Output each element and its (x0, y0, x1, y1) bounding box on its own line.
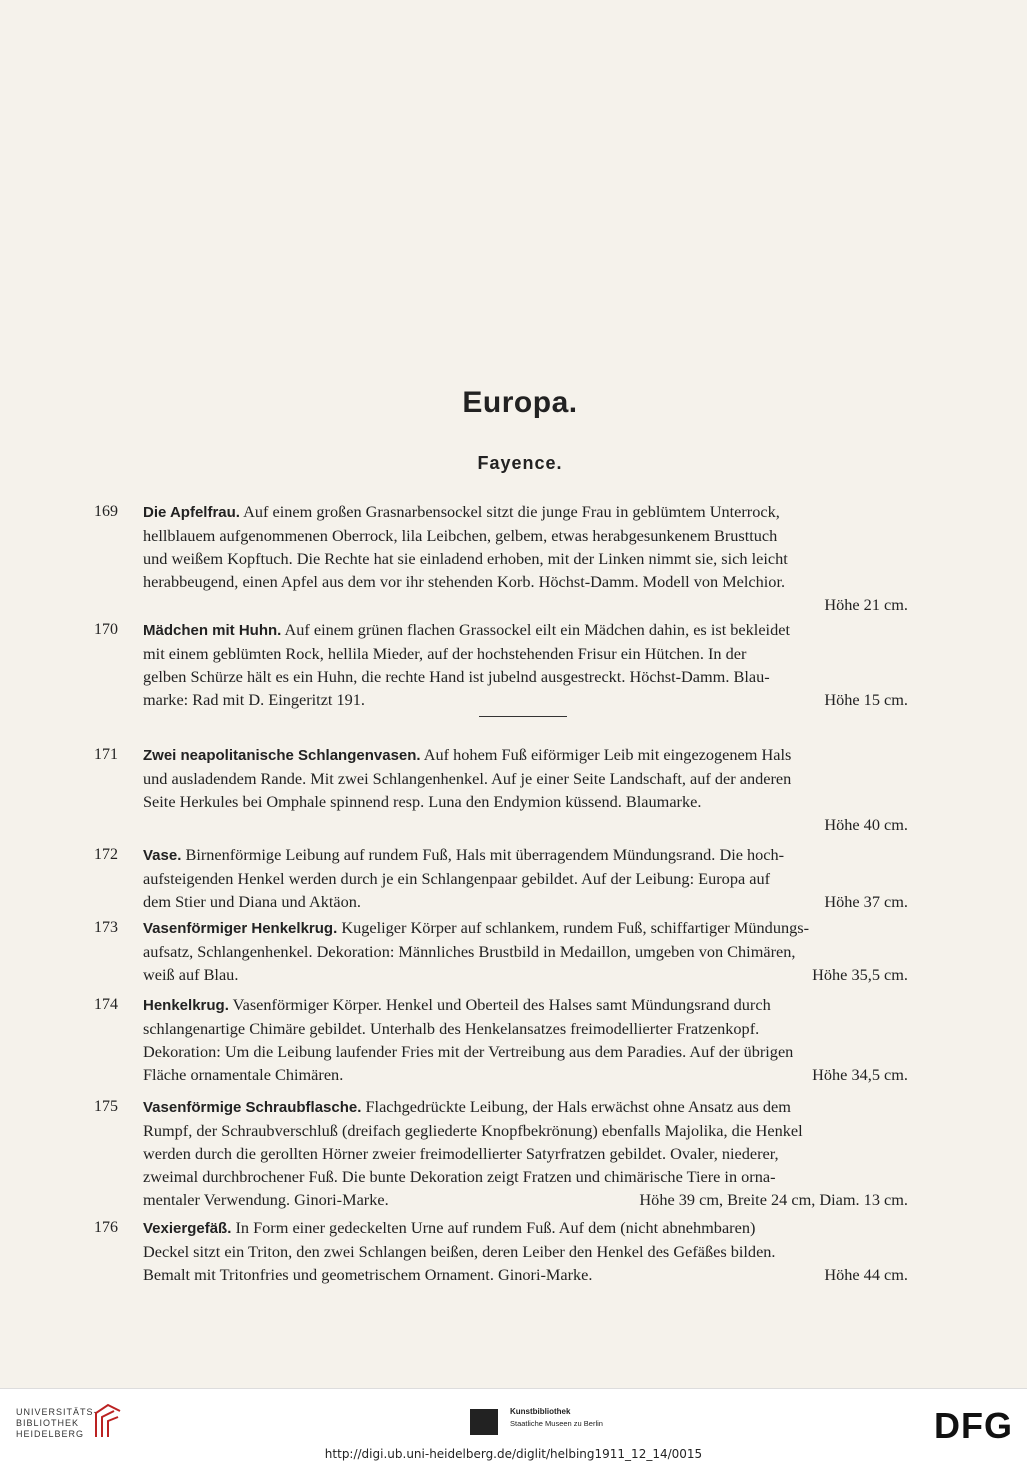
entry-line: Fläche ornamentale Chimären. (143, 1065, 344, 1084)
library-name-line: HEIDELBERG (16, 1429, 85, 1439)
entry-line: hellblauem aufgenommenen Oberrock, lila Leibchen, gelbem, etwas herabgesunkenem Brusttuch (143, 526, 778, 545)
entry-number: 174 (94, 996, 118, 1013)
entry-number: 170 (94, 621, 118, 638)
entry-number: 172 (94, 846, 118, 863)
entry-dimensions: Höhe 15 cm. (824, 690, 908, 709)
entry-dimensions: Höhe 35,5 cm. (812, 965, 908, 984)
entry-line: gelben Schürze hält es ein Huhn, die rechte Hand ist jubelnd ausgestreckt. Höchst-Damm. Blau- (143, 667, 770, 686)
entry-line: werden durch die gerollten Hörner zweier freimodellierter Satyrfratzen gebildet. Ovaler, niederer, (143, 1144, 779, 1163)
entry-number: 175 (94, 1098, 118, 1115)
entry-line: mit einem geblümten Rock, hellila Mieder, auf der hochstehenden Frisur ein Hütchen. In der (143, 644, 747, 663)
entry-line: In Form einer gedeckelten Urne auf rundem Fuß. Auf dem (nicht abnehmbaren) (235, 1218, 756, 1237)
entry-text (143, 743, 946, 836)
entry-title: Die Apfelfrau. (143, 504, 240, 521)
source-url[interactable]: http://digi.ub.uni-heidelberg.de/diglit/helbing1911_12_14/0015 (324, 1447, 703, 1461)
entry-dimensions: Höhe 44 cm. (824, 1265, 908, 1284)
entry-line: Deckel sitzt ein Triton, den zwei Schlangen beißen, deren Leiber den Henkel des Gefäßes bilden. (143, 1242, 776, 1261)
entry-line: Birnenförmige Leibung auf rundem Fuß, Hals mit überragendem Mündungsrand. Die hoch- (185, 845, 785, 864)
entry-number: 171 (94, 746, 118, 763)
entry-line: schlangenartige Chimäre gebildet. Unterhalb des Henkelansatzes freimodellierter Fratzenkopf. (143, 1019, 760, 1038)
library-name-line: BIBLIOTHEK (16, 1418, 80, 1428)
entry-line: aufsteigenden Henkel werden durch je ein Schlangenpaar gebildet. Auf der Leibung: Europa auf (143, 869, 771, 888)
entry-title: Vase. (143, 847, 182, 864)
entry-line: Auf einem großen Grasnarbensockel sitzt die junge Frau in geblümtem Unterrock, (243, 502, 780, 521)
entry-line: Kugeliger Körper auf schlankem, rundem Fuß, schiffartiger Mündungs- (341, 918, 809, 937)
entry-text (143, 500, 946, 616)
entry-title: Henkelkrug. (143, 997, 229, 1014)
library-name (16, 1407, 98, 1440)
heidelberg-logo-icon (92, 1403, 124, 1439)
entry-line: dem Stier und Diana und Aktäon. (143, 892, 361, 911)
entry-line: aufsatz, Schlangenhenkel. Dekoration: Männliches Brustbild in Medaillon, umgeben von Chimären, (143, 942, 796, 961)
entry-title: Vasenförmige Schraubflasche. (143, 1099, 362, 1116)
entry-text (143, 916, 946, 986)
entry-line: mentaler Verwendung. Ginori-Marke. (143, 1190, 389, 1209)
eagle-icon (470, 1409, 498, 1435)
entry-line: herabbeugend, einen Apfel aus dem vor ihr stehenden Korb. Höchst-Damm. Modell von Melchior. (143, 572, 786, 591)
page-title: Europa. (462, 386, 578, 419)
entry-title: Zwei neapolitanische Schlangenvasen. (143, 747, 421, 764)
entry-dimensions: Höhe 39 cm, Breite 24 cm, Diam. 13 cm. (639, 1190, 908, 1209)
entry-dimensions: Höhe 37 cm. (824, 892, 908, 911)
entry-line: und ausladendem Rande. Mit zwei Schlangenhenkel. Auf je einer Seite Landschaft, auf der anderen (143, 769, 792, 788)
section-title: Fayence. (477, 453, 563, 473)
entry-text (143, 843, 946, 913)
entry-dimensions: Höhe 34,5 cm. (812, 1065, 908, 1084)
library-name-line: UNIVERSITÄTS- (16, 1407, 98, 1417)
entry-text (143, 993, 946, 1086)
entry-title: Vasenförmiger Henkelkrug. (143, 920, 338, 937)
entry-dimensions: Höhe 40 cm. (824, 815, 908, 834)
entry-title: Mädchen mit Huhn. (143, 622, 282, 639)
entry-line: weiß auf Blau. (143, 965, 239, 984)
dfg-logo: DFG (934, 1405, 1013, 1446)
kb-subtitle: Staatliche Museen zu Berlin (510, 1419, 603, 1428)
entry-number: 173 (94, 919, 118, 936)
entry-number: 169 (94, 503, 118, 520)
entry-line: zweimal durchbrochener Fuß. Die bunte Dekoration zeigt Fratzen und chimärische Tiere in orna- (143, 1167, 776, 1186)
entry-line: Flachgedrückte Leibung, der Hals erwächst ohne Ansatz aus dem (365, 1097, 791, 1116)
entry-text (143, 1095, 946, 1211)
section-divider (479, 716, 567, 717)
entry-line: marke: Rad mit D. Eingeritzt 191. (143, 690, 366, 709)
entry-title: Vexiergefäß. (143, 1220, 232, 1237)
entry-line: Rumpf, der Schraubverschluß (dreifach gegliederte Knopfbekrönung) ebenfalls Majolika, die Henkel (143, 1121, 803, 1140)
entry-line: Seite Herkules bei Omphale spinnend resp. Luna den Endymion küssend. Blaumarke. (143, 792, 702, 811)
kb-title: Kunstbibliothek (510, 1407, 571, 1416)
entry-text (143, 618, 946, 711)
digitization-footer (0, 1388, 1027, 1464)
entry-line: und weißem Kopftuch. Die Rechte hat sie einladend erhoben, mit der Linken nimmt sie, sich leicht (143, 549, 788, 568)
entry-line: Bemalt mit Tritonfries und geometrischem Ornament. Ginori-Marke. (143, 1265, 593, 1284)
entry-line: Auf hohem Fuß eiförmiger Leib mit eingezogenem Hals (423, 745, 792, 764)
entry-line: Dekoration: Um die Leibung laufender Fries mit der Vertreibung aus dem Paradies. Auf der übrigen (143, 1042, 794, 1061)
entry-line: Auf einem grünen flachen Grassockel eilt ein Mädchen dahin, es ist bekleidet (284, 620, 790, 639)
entry-dimensions: Höhe 21 cm. (824, 595, 908, 614)
entry-number: 176 (94, 1219, 118, 1236)
entry-line: Vasenförmiger Körper. Henkel und Oberteil des Halses samt Mündungsrand durch (232, 995, 771, 1014)
entry-text (143, 1216, 946, 1286)
